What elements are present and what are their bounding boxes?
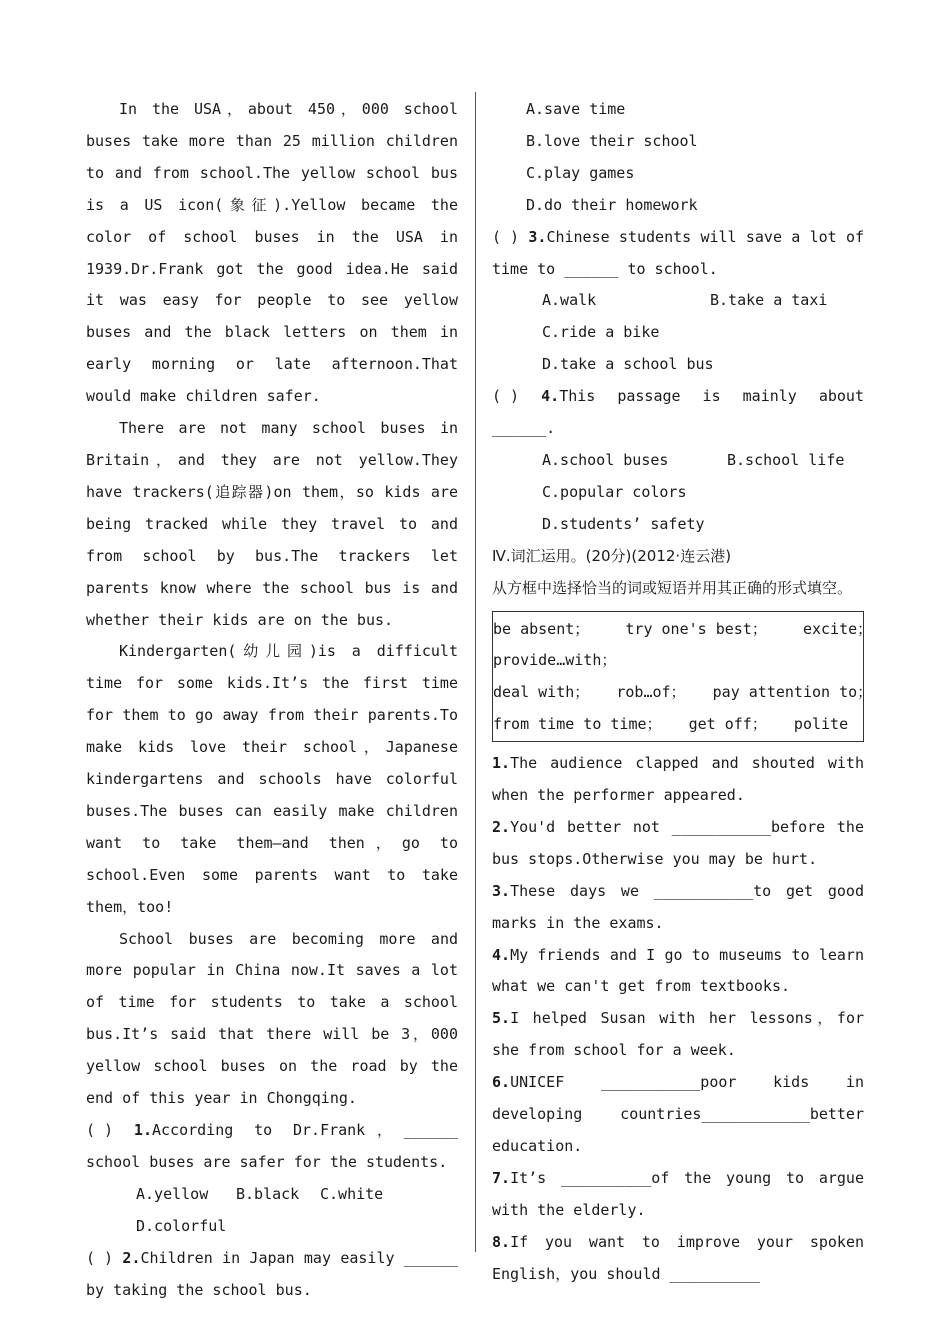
fill-item-1: 1.The audience clapped and shouted with when the performer appeared. bbox=[492, 754, 864, 805]
option-a[interactable]: A.walk bbox=[542, 291, 597, 310]
option-d[interactable]: D.colorful bbox=[136, 1216, 227, 1235]
option-c[interactable]: C.white bbox=[320, 1184, 384, 1203]
word-bank-row: deal with； rob…of； pay attention to； bbox=[493, 683, 873, 702]
question-2 bbox=[86, 1243, 458, 1307]
word-bank-row: be absent； try one's best； excite； bbox=[493, 619, 873, 638]
question-number: 1. bbox=[133, 1121, 152, 1139]
option-a[interactable]: A.yellow bbox=[136, 1184, 209, 1203]
question-number: 3. bbox=[528, 227, 547, 246]
word-bank-box bbox=[492, 611, 873, 743]
left-column bbox=[86, 94, 458, 1306]
fill-item-3: 3.These days we ___________to get good marks in the exams. bbox=[492, 881, 864, 932]
right-column bbox=[492, 94, 873, 1291]
option-b[interactable]: B.love their school bbox=[526, 131, 698, 150]
option-b[interactable]: B.take a taxi bbox=[710, 291, 828, 310]
question-3 bbox=[492, 222, 864, 286]
option-a[interactable]: A.school buses bbox=[542, 450, 669, 469]
option-d[interactable]: D.do their homework bbox=[526, 195, 698, 214]
answer-parenthesis[interactable]: ( ) bbox=[492, 387, 520, 406]
question-stem: Chinese students will save a lot of time to ______ to school. bbox=[492, 227, 865, 278]
column-divider bbox=[475, 92, 476, 1252]
option-c[interactable]: C.ride a bike bbox=[542, 323, 660, 342]
question-1-options bbox=[86, 1179, 458, 1243]
fill-item-6: 6.UNICEF ___________poor kids in developing countries____________better education. bbox=[492, 1073, 864, 1155]
passage-paragraph-1: In the USA，about 450，000 school buses take more than 25 million children to and from school.The yellow school bus is a US icon(象征).Yellow became the color of school buses in the USA in 1939.Dr.Frank got the good idea.He said it was easy for people to see yellow buses and the black letters on them in early morning or late afternoon.That would make children safer. bbox=[86, 100, 458, 406]
question-4 bbox=[492, 381, 864, 445]
option-c[interactable]: C.popular colors bbox=[542, 482, 687, 501]
passage-paragraph-3: Kindergarten(幼儿园)is a difficult time for some kids.It’s the first time for them to go away from their parents.To make kids love their school，Japanese kindergartens and schools have colorful buses.The buses can easily make children want to take them—and then，go to school.Even some parents want to take them，too! bbox=[86, 642, 458, 916]
answer-parenthesis[interactable]: ( ) bbox=[86, 1121, 114, 1139]
section-4-title: Ⅳ.词汇运用。(20分)(2012·连云港) bbox=[492, 546, 732, 565]
passage-paragraph-2: There are not many school buses in Britain，and they are not yellow.They have trackers(追踪器)on them，so kids are being tracked while they travel to and from school by bus.The trackers let parents know where the school bus is and whether their kids are on the bus. bbox=[86, 419, 458, 629]
word-bank-row: from time to time； get off； polite bbox=[493, 715, 849, 734]
option-d[interactable]: D.students’ safety bbox=[542, 514, 705, 533]
fill-item-7: 7.It’s __________of the young to argue with the elderly. bbox=[492, 1168, 864, 1219]
section-4-instruction: 从方框中选择恰当的词或短语并用其正确的形式填空。 bbox=[492, 578, 853, 597]
fill-item-4: 4.My friends and I go to museums to learn what we can't get from textbooks. bbox=[492, 945, 864, 996]
fill-item-5: 5.I helped Susan with her lessons，for she from school for a week. bbox=[492, 1009, 864, 1060]
question-stem: Children in Japan may easily ______ by taking the school bus. bbox=[86, 1248, 459, 1299]
question-number: 2. bbox=[122, 1248, 141, 1267]
question-stem: This passage is mainly about ______. bbox=[492, 387, 864, 438]
question-number: 4. bbox=[541, 387, 560, 406]
option-b[interactable]: B.black bbox=[236, 1184, 300, 1203]
question-stem: According to Dr.Frank，______ school buses are safer for the students. bbox=[86, 1121, 458, 1171]
option-b[interactable]: B.school life bbox=[727, 450, 845, 469]
option-a[interactable]: A.save time bbox=[526, 100, 626, 118]
question-2-options bbox=[492, 94, 864, 222]
fill-item-2: 2.You'd better not ___________before the bus stops.Otherwise you may be hurt. bbox=[492, 817, 864, 868]
fill-item-8: 8.If you want to improve your spoken English，you should __________ bbox=[492, 1232, 864, 1283]
option-d[interactable]: D.take a school bus bbox=[542, 355, 714, 374]
answer-parenthesis[interactable]: ( ) bbox=[492, 227, 520, 246]
answer-parenthesis[interactable]: ( ) bbox=[86, 1248, 114, 1267]
question-4-options bbox=[492, 445, 864, 541]
question-3-options bbox=[492, 285, 864, 381]
question-1 bbox=[86, 1115, 458, 1179]
passage-paragraph-4: School buses are becoming more and more popular in China now.It saves a lot of time for students to take a school bus.It’s said that there will be 3，000 yellow school buses on the road by the end of this year in Chongqing. bbox=[86, 929, 458, 1108]
word-bank-row: provide…with； bbox=[493, 651, 617, 670]
option-c[interactable]: C.play games bbox=[526, 163, 635, 182]
